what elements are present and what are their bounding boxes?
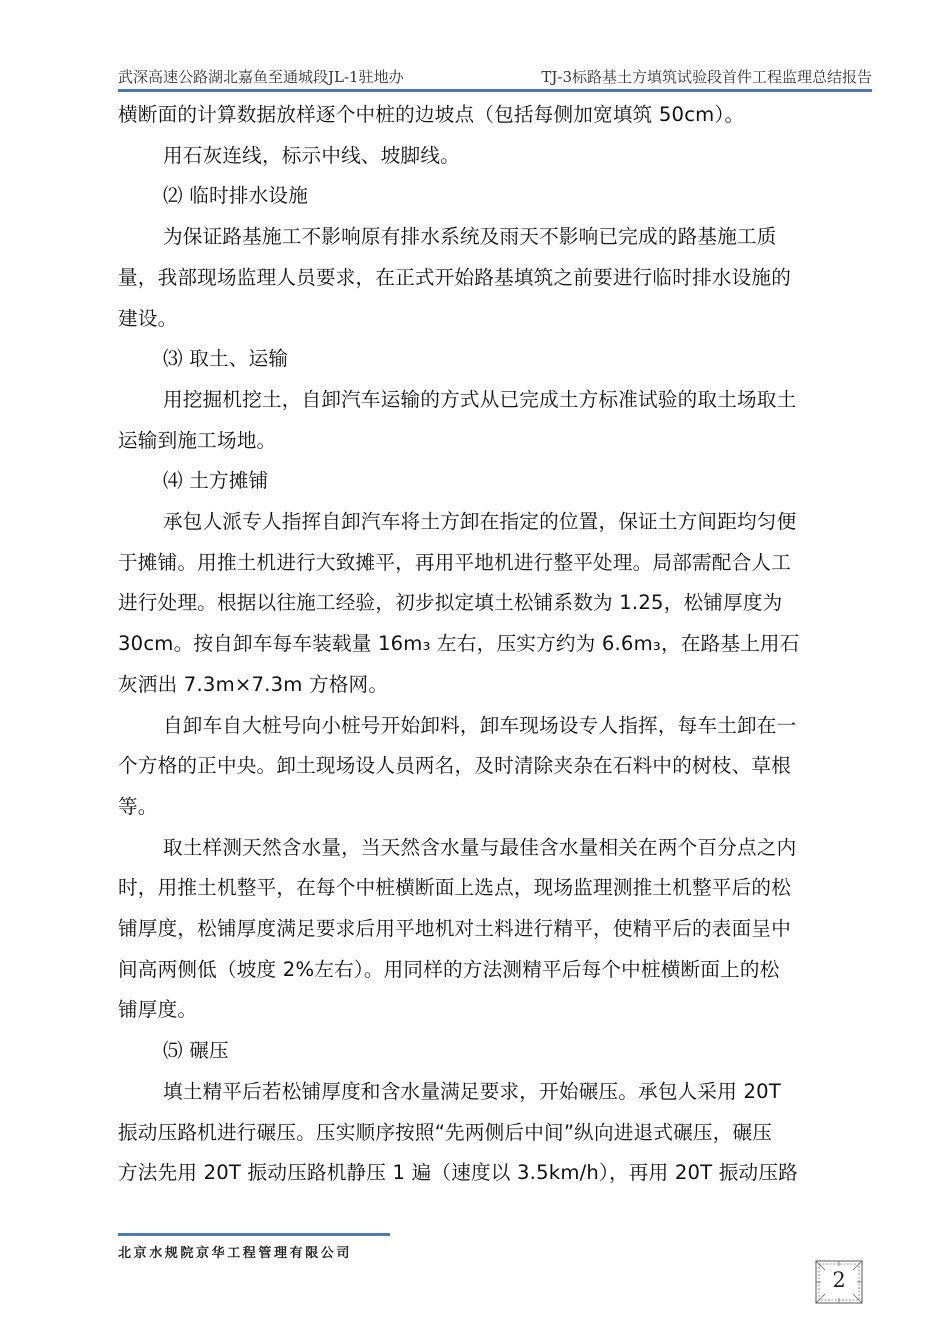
footer-rule [118, 1233, 390, 1236]
text-line: 灰洒出 7.3m×7.3m 方格网。 [118, 672, 389, 696]
text-line: 为保证路基施工不影响原有排水系统及雨天不影响已完成的路基施工质 [163, 225, 777, 249]
page-header [118, 64, 872, 94]
text-line: 间高两侧低（坡度 2%左右）。用同样的方法测精平后每个中桩横断面上的松 [118, 957, 780, 981]
text-line: 30cm。按自卸车每车装载量 16m₃ 左右，压实方约为 6.6m₃，在路基上用石 [118, 632, 800, 656]
text-line: 振动压路机进行碾压。压实顺序按照“先两侧后中间”纵向进退式碾压，碾压 [118, 1120, 773, 1144]
text-line: 横断面的计算数据放样逐个中桩的边坡点（包括每侧加宽填筑 50cm）。 [118, 103, 745, 126]
footer-company: 北京水规院京华工程管理有限公司 [118, 1246, 353, 1261]
text-line: 用挖掘机挖土，自卸汽车运输的方式从已完成土方标准试验的取土场取土 [163, 387, 797, 411]
document-body [118, 95, 872, 1194]
text-line: ⑸ 碾压 [163, 1039, 229, 1063]
text-line: 量，我部现场监理人员要求，在正式开始路基填筑之前要进行临时排水设施的 [118, 265, 791, 289]
text-line: 进行处理。根据以往施工经验，初步拟定填土松铺系数为 1.25，松铺厚度为 [118, 591, 783, 615]
text-line: ⑷ 土方摊铺 [163, 469, 269, 493]
text-line: ⑶ 取土、运输 [163, 347, 289, 371]
header-rule [118, 89, 872, 92]
text-line: 运输到施工场地。 [118, 428, 277, 452]
text-line: 填土精平后若松铺厚度和含水量满足要求，开始碾压。承包人采用 20T [163, 1079, 781, 1103]
text-line: 用石灰连线，标示中线、坡脚线。 [163, 143, 460, 167]
text-line: 铺厚度，松铺厚度满足要求后用平地机对土料进行精平，使精平后的表面呈中 [118, 917, 791, 941]
text-line: 方法先用 20T 振动压路机静压 1 遍（速度以 3.5km/h），再用 20T 振动压路 [118, 1161, 798, 1185]
text-line: ⑵ 临时排水设施 [163, 184, 308, 208]
text-line: 时，用推土机整平，在每个中桩横断面上选点，现场监理测推土机整平后的松 [118, 876, 791, 900]
text-line: 自卸车自大桩号向小桩号开始卸料，卸车现场设专人指挥，每车土卸在一 [163, 713, 797, 737]
text-line: 建设。 [118, 306, 178, 330]
text-line: 承包人派专人指挥自卸汽车将土方卸在指定的位置，保证土方间距均匀便 [163, 510, 797, 534]
page-number-box [815, 1260, 863, 1304]
header-right-title: TJ-3标路基土方填筑试验段首件工程监理总结报告 [541, 68, 872, 86]
text-line: 取土样测天然含水量，当天然含水量与最佳含水量相关在两个百分点之内 [163, 835, 797, 859]
text-line: 于摊铺。用推土机进行大致摊平，再用平地机进行整平处理。局部需配合人工 [118, 550, 791, 574]
text-line: 个方格的正中央。卸土现场设人员两名，及时清除夹杂在石料中的树枝、草根 [118, 754, 791, 778]
header-left-title: 武深高速公路湖北嘉鱼至通城段JL-1驻地办 [118, 68, 404, 86]
text-line: 铺厚度。 [118, 998, 198, 1022]
text-line: 等。 [118, 794, 158, 818]
page-number: 2 [832, 1268, 846, 1292]
